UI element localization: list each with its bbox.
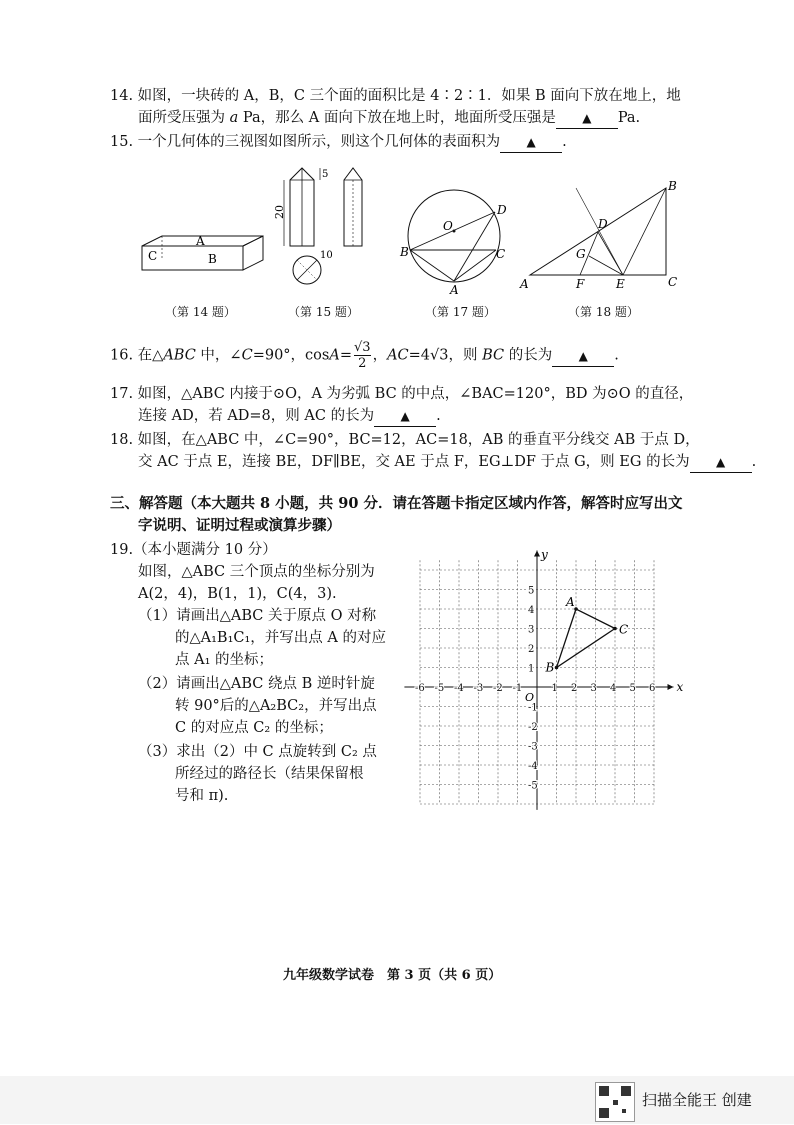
x-axis-label: x xyxy=(676,680,684,694)
q19-p2c: C 的对应点 C₂ 的坐标； xyxy=(175,720,333,736)
q19-p3a: （3）求出（2）中 C 点旋转到 C₂ 点 xyxy=(138,744,377,760)
figure-17-caption: （第 17 题） xyxy=(425,305,496,319)
q19-p1a: （1）请画出△ABC 关于原点 O 对称 xyxy=(138,608,377,624)
svg-text:C: C xyxy=(496,247,506,261)
y-tick-label: 2 xyxy=(528,644,535,655)
q19-p1b: 的△A₁B₁C₁，并写出点 A 的对应 xyxy=(175,630,386,646)
y-tick-label: 1 xyxy=(528,663,535,675)
x-tick-label: 3 xyxy=(590,683,597,694)
y-axis-arrow xyxy=(534,551,540,557)
coordinate-grid xyxy=(400,545,690,810)
q19-l2: A(2，4)，B(1，1)，C(4，3). xyxy=(138,586,337,602)
x-tick-label: 6 xyxy=(649,683,656,694)
q19-head: 19.（本小题满分 10 分） xyxy=(110,542,277,558)
x-tick-label: -5 xyxy=(434,683,445,694)
svg-text:O: O xyxy=(443,219,453,233)
q17-line2: 连接 AD，若 AD=8，则 AC 的长为 ▲ . xyxy=(138,406,441,427)
svg-text:B: B xyxy=(400,245,409,259)
answer-blank: ▲ xyxy=(690,452,752,473)
qr-code-icon xyxy=(595,1082,635,1122)
vertex-point xyxy=(613,627,617,631)
figure-17-circle xyxy=(398,178,516,296)
x-tick-label: -4 xyxy=(454,683,464,694)
label-a: A xyxy=(196,234,205,248)
label-b: B xyxy=(208,252,217,266)
figure-18-triangle xyxy=(516,178,686,293)
q15-text: 15. 一个几何体的三视图如图所示，则这个几何体的表面积为 ▲ . xyxy=(110,132,567,153)
q17-line1: 17. 如图，△ABC 内接于⊙O，A 为劣弧 BC 的中点，∠BAC=120°，BD 为⊙O 的直径， xyxy=(110,386,694,402)
dim-circle: 10 xyxy=(320,250,333,261)
svg-text:F: F xyxy=(576,277,585,291)
y-tick-label: -5 xyxy=(528,780,538,792)
figure-15-views xyxy=(272,160,382,300)
y-tick-label: 5 xyxy=(528,585,535,597)
q19-l1: 如图，△ABC 三个顶点的坐标分别为 xyxy=(138,564,375,580)
q16-text: 16. 在△ABC 中，∠C=90°，cosA= $\frac{√3}{2}$ ，AC=4√3，则 BC 的长为 ▲ . xyxy=(110,340,619,371)
q14-line1: 14. 如图，一块砖的 A，B，C 三个面的面积比是 4∶2∶1．如果 B 面向下放在地上，地 xyxy=(110,88,681,104)
scanner-brand: 扫描全能王 创建 xyxy=(642,1091,752,1109)
q19-p1c: 点 A₁ 的坐标； xyxy=(175,652,274,668)
y-tick-label: -4 xyxy=(528,761,538,772)
svg-text:A: A xyxy=(450,283,459,296)
y-tick-label: 3 xyxy=(528,624,535,636)
vertex-point xyxy=(555,666,559,670)
svg-text:G: G xyxy=(576,247,586,261)
vertex-label: B xyxy=(545,660,555,675)
x-tick-label: 1 xyxy=(551,683,558,694)
figure-14-caption: （第 14 题） xyxy=(165,305,236,319)
q19-p2b: 转 90°后的△A₂BC₂，并写出点 xyxy=(175,698,377,714)
y-axis-label: y xyxy=(541,547,548,562)
figure-14-brick xyxy=(138,230,268,275)
vertex-point xyxy=(574,607,578,611)
svg-text:D: D xyxy=(497,203,507,217)
figure-18-caption: （第 18 题） xyxy=(568,305,639,319)
label-c: C xyxy=(148,249,158,263)
answer-blank: ▲ xyxy=(500,132,562,153)
x-tick-label: 2 xyxy=(571,683,578,694)
svg-text:C: C xyxy=(668,275,678,289)
answer-blank: ▲ xyxy=(556,108,618,129)
vertex-label: A xyxy=(566,595,575,609)
q19-p3b: 所经过的路径长（结果保留根 xyxy=(175,766,364,782)
x-tick-label: 4 xyxy=(610,683,617,694)
section3-line2: 字说明、证明过程或演算步骤） xyxy=(138,517,341,534)
svg-text:E: E xyxy=(616,277,625,291)
x-axis-arrow xyxy=(668,684,674,690)
x-tick-label: -6 xyxy=(415,683,425,694)
q19-p3c: 号和 π). xyxy=(175,788,229,804)
svg-text:A: A xyxy=(520,277,529,291)
svg-text:B: B xyxy=(668,179,677,193)
q14-line2: 面所受压强为 a Pa，那么 A 面向下放在地上时，地面所受压强是 ▲ Pa. xyxy=(138,108,640,129)
section3-line1: 三、解答题（本大题共 8 小题，共 90 分．请在答题卡指定区域内作答，解答时应写出文 xyxy=(110,495,683,512)
y-tick-label: 4 xyxy=(528,605,535,616)
figure-15-caption: （第 15 题） xyxy=(288,305,359,319)
triangle-abc xyxy=(557,609,616,668)
x-tick-label: -2 xyxy=(493,683,503,694)
origin-label: O xyxy=(525,691,535,704)
x-tick-label: -3 xyxy=(473,683,484,694)
x-tick-label: -1 xyxy=(512,683,523,694)
dim-top: 5 xyxy=(322,169,329,180)
y-tick-label: -3 xyxy=(528,741,538,753)
q18-line2: 交 AC 于点 E，连接 BE，DF∥BE，交 AE 于点 F，EG⊥DF 于点 G，则 EG 的长为 ▲ . xyxy=(138,452,756,473)
answer-blank: ▲ xyxy=(374,406,436,427)
y-tick-label: -2 xyxy=(528,722,538,733)
dim-height: 20 xyxy=(273,205,286,219)
answer-blank: ▲ xyxy=(552,346,614,367)
q18-line1: 18. 如图，在△ABC 中，∠C=90°，BC=12，AC=18，AB 的垂直平分线交 AB 于点 D， xyxy=(110,432,700,448)
page-footer: 九年级数学试卷 第 3 页（共 6 页） xyxy=(283,968,502,983)
vertex-label: C xyxy=(619,622,629,637)
svg-text:D: D xyxy=(598,217,608,231)
y-tick-label: -1 xyxy=(528,702,538,714)
q19-p2a: （2）请画出△ABC 绕点 B 逆时针旋 xyxy=(138,676,375,692)
x-tick-label: 5 xyxy=(629,683,636,694)
